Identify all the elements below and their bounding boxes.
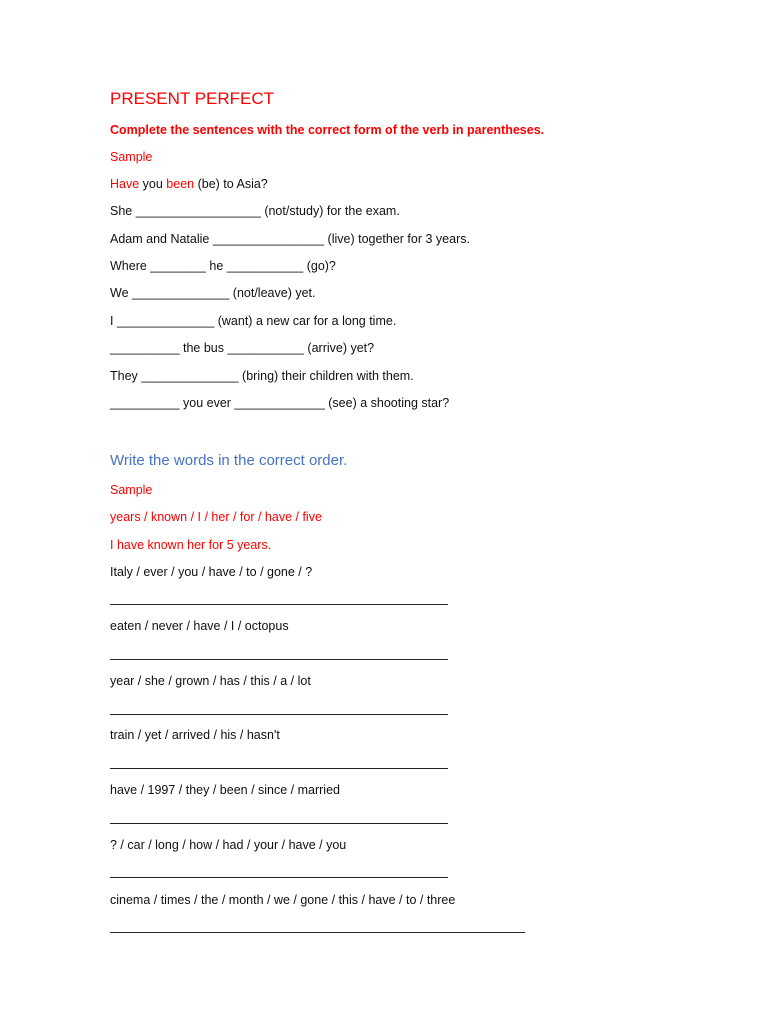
sample-label-part-1: Sample xyxy=(110,150,153,164)
worksheet-title: PRESENT PERFECT xyxy=(110,89,275,108)
exercise-1-sentence-5: I ______________ (want) a new car for a long time. xyxy=(110,314,397,328)
exercise-2-prompt-7: cinema / times / the / month / we / gone / this / have / to / three xyxy=(110,893,456,907)
answer-line-3 xyxy=(110,714,448,715)
exercise-1-sentence-7: They ______________ (bring) their children with them. xyxy=(110,369,414,383)
section-2-heading: Write the words in the correct order. xyxy=(110,452,348,469)
exercise-1-sentence-3: Where ________ he ___________ (go)? xyxy=(110,259,336,273)
exercise-2-prompt-2: eaten / never / have / I / octopus xyxy=(110,619,289,633)
sample-auxiliary: Have xyxy=(110,177,140,191)
sample-rest: (be) to Asia? xyxy=(194,177,268,191)
answer-line-4 xyxy=(110,768,448,769)
exercise-2-prompt-1: Italy / ever / you / have / to / gone / ? xyxy=(110,565,313,579)
sample-participle: been xyxy=(166,177,195,191)
exercise-1-sentence-8: __________ you ever _____________ (see) a shooting star? xyxy=(110,396,450,410)
answer-line-7 xyxy=(110,932,525,933)
exercise-2-prompt-5: have / 1997 / they / been / since / married xyxy=(110,783,340,797)
exercise-1-sentence-2: Adam and Natalie ________________ (live) together for 3 years. xyxy=(110,232,470,246)
exercise-2-prompt-6: ? / car / long / how / had / your / have / you xyxy=(110,838,347,852)
sample-answer-part-2: I have known her for 5 years. xyxy=(110,538,272,552)
sample-sentence-part-1 xyxy=(110,176,268,192)
exercise-2-prompt-4: train / yet / arrived / his / hasn't xyxy=(110,728,280,742)
answer-line-1 xyxy=(110,604,448,605)
answer-line-6 xyxy=(110,877,448,878)
exercise-1-sentence-1: She __________________ (not/study) for the exam. xyxy=(110,204,400,218)
answer-line-5 xyxy=(110,823,448,824)
exercise-1-sentence-4: We ______________ (not/leave) yet. xyxy=(110,286,316,300)
sample-label-part-2: Sample xyxy=(110,483,153,497)
instructions-part-1: Complete the sentences with the correct form of the verb in parentheses. xyxy=(110,123,545,137)
exercise-2-prompt-3: year / she / grown / has / this / a / lot xyxy=(110,674,311,688)
sample-subject: you xyxy=(139,177,167,191)
answer-line-2 xyxy=(110,659,448,660)
exercise-1-sentence-6: __________ the bus ___________ (arrive) yet? xyxy=(110,341,375,355)
sample-words-part-2: years / known / I / her / for / have / five xyxy=(110,510,322,524)
